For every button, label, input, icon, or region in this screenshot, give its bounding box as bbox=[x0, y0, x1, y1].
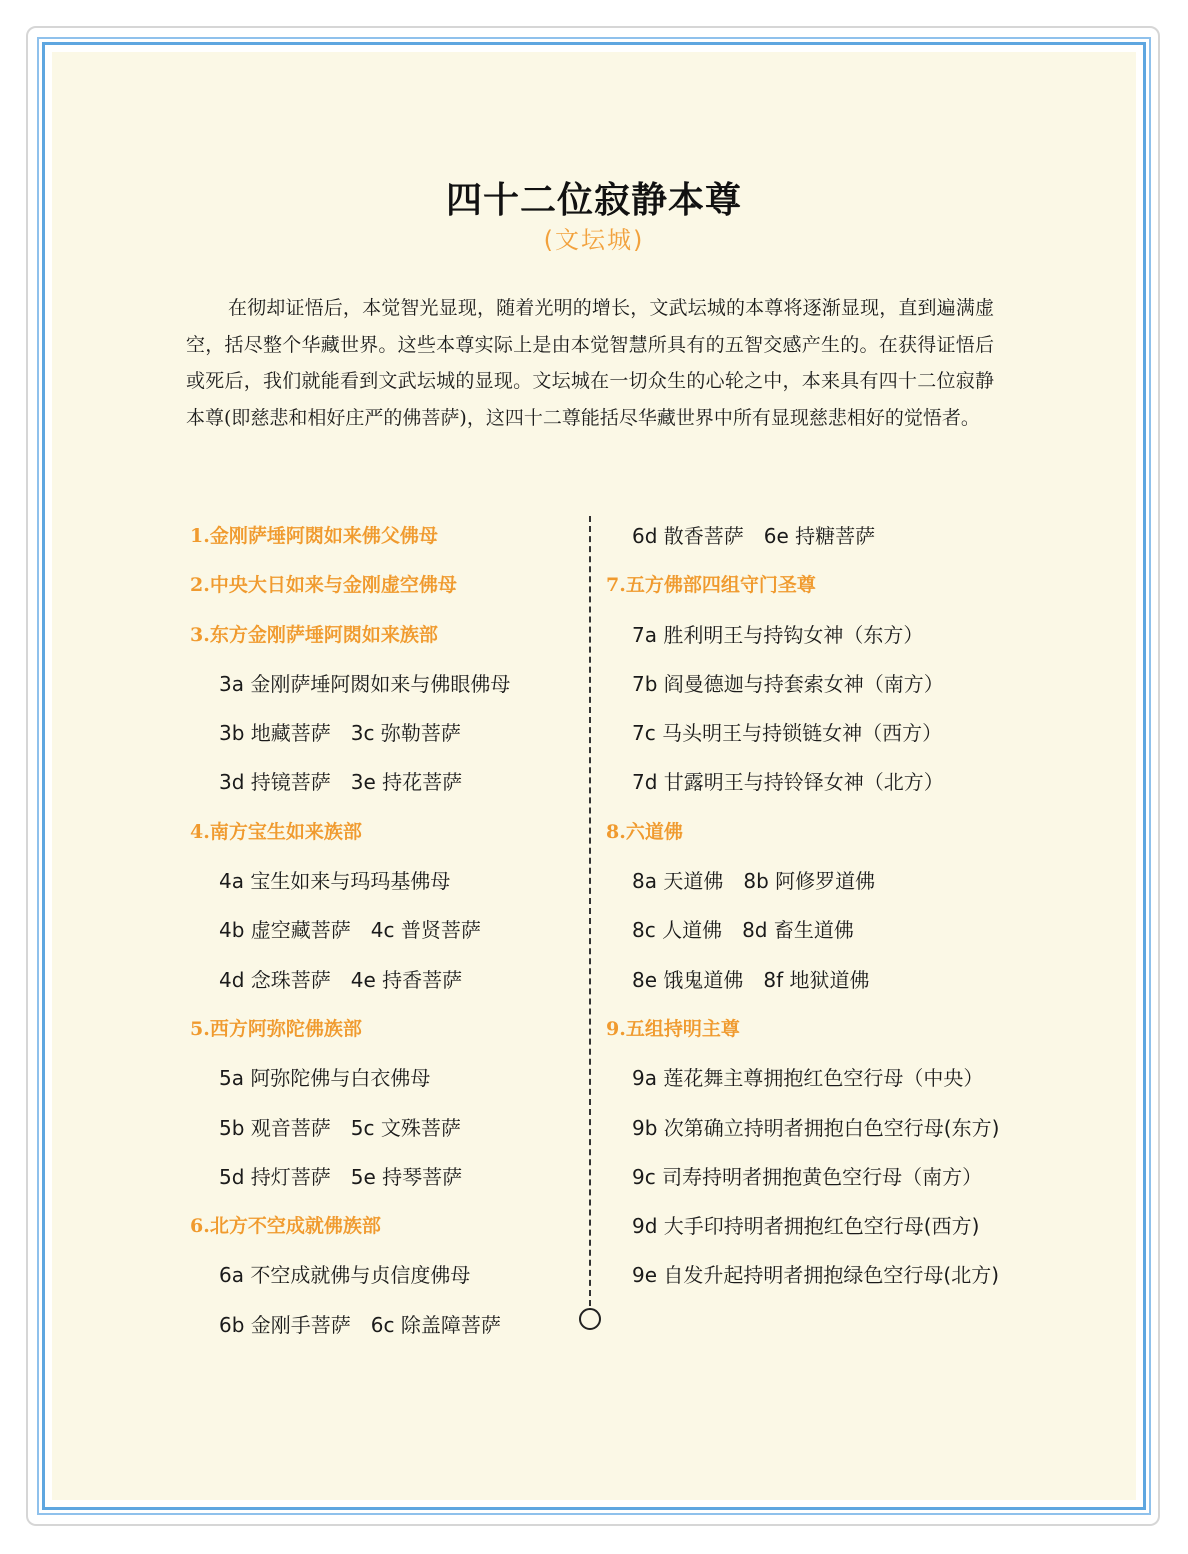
section-heading-text: 7.五方佛部四组守门圣尊 bbox=[606, 574, 816, 597]
list-item bbox=[606, 857, 1006, 906]
list-item-text: 4d 念珠菩萨 bbox=[219, 967, 331, 992]
list-item-text: 7c 马头明王与持锁链女神（西方） bbox=[632, 721, 943, 746]
list-item-text: 5c 文殊菩萨 bbox=[350, 1115, 461, 1140]
list-item-text: 8e 饿鬼道佛 bbox=[632, 967, 744, 992]
list-item bbox=[606, 758, 1006, 807]
list-item bbox=[190, 1301, 570, 1350]
section-heading bbox=[190, 808, 570, 857]
list-item-text: 8c 人道佛 bbox=[632, 918, 723, 943]
list-item bbox=[190, 1054, 570, 1103]
list-item-text: 4e 持香菩萨 bbox=[350, 967, 463, 992]
section-heading-text: 8.六道佛 bbox=[606, 820, 683, 843]
list-item bbox=[606, 1251, 1006, 1300]
list-item bbox=[190, 1251, 570, 1300]
list-item-text: 7a 胜利明王与持钩女神（东方） bbox=[632, 622, 924, 647]
section-heading-text: 5.西方阿弥陀佛族部 bbox=[190, 1017, 362, 1040]
list-item-text: 6a 不空成就佛与贞信度佛母 bbox=[219, 1263, 471, 1288]
list-item bbox=[606, 512, 1006, 561]
list-item bbox=[190, 906, 570, 955]
section-heading-text: 9.五组持明主尊 bbox=[606, 1017, 740, 1040]
list-item-text: 3c 弥勒菩萨 bbox=[350, 721, 461, 746]
list-item-text: 4a 宝生如来与玛玛基佛母 bbox=[219, 869, 451, 894]
list-item-text: 3e 持花菩萨 bbox=[350, 770, 463, 795]
list-item bbox=[190, 857, 570, 906]
list-item-text: 6c 除盖障菩萨 bbox=[370, 1312, 501, 1337]
list-item bbox=[606, 660, 1006, 709]
list-item-text: 4c 普贤菩萨 bbox=[370, 918, 481, 943]
list-item-text: 9b 次第确立持明者拥抱白色空行母(东方) bbox=[632, 1115, 1000, 1140]
list-item-text: 5e 持琴菩萨 bbox=[350, 1164, 463, 1189]
section-heading bbox=[606, 561, 1006, 610]
left-column bbox=[190, 512, 570, 1350]
list-item bbox=[606, 1054, 1006, 1103]
section-heading-text: 1.金刚萨埵阿閦如来佛父佛母 bbox=[190, 525, 438, 547]
section-heading bbox=[190, 512, 570, 561]
list-item-text: 9d 大手印持明者拥抱红色空行母(西方) bbox=[632, 1214, 980, 1239]
list-item-text: 9c 司寿持明者拥抱黄色空行母（南方） bbox=[632, 1164, 983, 1189]
section-heading-text: 6.北方不空成就佛族部 bbox=[190, 1215, 381, 1238]
section-heading bbox=[606, 1005, 1006, 1054]
section-heading-text: 2.中央大日如来与金刚虚空佛母 bbox=[190, 574, 457, 597]
section-heading bbox=[190, 561, 570, 610]
list-item-text: 5b 观音菩萨 bbox=[219, 1115, 331, 1140]
section-heading bbox=[190, 1202, 570, 1251]
list-item-text: 8f 地狱道佛 bbox=[763, 967, 870, 992]
list-item-text: 5a 阿弥陀佛与白衣佛母 bbox=[219, 1066, 431, 1091]
divider-end-circle-icon bbox=[579, 1308, 601, 1330]
section-heading bbox=[190, 1005, 570, 1054]
list-item-text: 3d 持镜菩萨 bbox=[219, 770, 331, 795]
intro-paragraph: 在彻却证悟后，本觉智光显现，随着光明的增长，文武坛城的本尊将逐渐显现，直到遍满虚空，括尽整个华藏世界。这些本尊实际上是由本觉智慧所具有的五智交感产生的。在获得证悟后或死后，我们就能看到文武坛城的显现。文坛城在一切众生的心轮之中，本来具有四十二位寂静本尊(即慈悲和相好庄严的佛菩萨)，这四十二尊能括尽华藏世界中所有显现慈悲相好的觉悟者。 bbox=[186, 297, 994, 429]
list-item-text: 4b 虚空藏菩萨 bbox=[219, 918, 351, 943]
list-item bbox=[606, 611, 1006, 660]
list-item-text: 9e 自发升起持明者拥抱绿色空行母(北方) bbox=[632, 1263, 999, 1288]
section-heading bbox=[606, 808, 1006, 857]
list-item bbox=[606, 1153, 1006, 1202]
list-item-text: 7d 甘露明王与持铃铎女神（北方） bbox=[632, 770, 944, 795]
list-item bbox=[606, 1202, 1006, 1251]
list-item bbox=[190, 709, 570, 758]
list-item-text: 3b 地藏菩萨 bbox=[219, 721, 331, 746]
list-item-text: 7b 阎曼德迦与持套索女神（南方） bbox=[632, 671, 944, 696]
list-item-text: 8b 阿修罗道佛 bbox=[743, 869, 876, 894]
page-title: 四十二位寂静本尊 bbox=[445, 180, 742, 221]
list-item-text: 8a 天道佛 bbox=[632, 869, 724, 894]
list-item bbox=[190, 1104, 570, 1153]
list-item-text: 9a 莲花舞主尊拥抱红色空行母（中央） bbox=[632, 1066, 984, 1091]
list-item-text: 3a 金刚萨埵阿閦如来与佛眼佛母 bbox=[219, 671, 511, 696]
right-column bbox=[606, 512, 1006, 1301]
list-item bbox=[606, 906, 1006, 955]
section-heading-text: 3.东方金刚萨埵阿閦如来族部 bbox=[190, 623, 438, 646]
list-item bbox=[190, 758, 570, 807]
section-heading bbox=[190, 611, 570, 660]
column-divider bbox=[589, 516, 591, 1306]
list-item-text: 6b 金刚手菩萨 bbox=[219, 1312, 351, 1337]
list-item-text: 5d 持灯菩萨 bbox=[219, 1164, 331, 1189]
list-item bbox=[190, 1153, 570, 1202]
list-item-text: 6d 散香菩萨 bbox=[632, 524, 744, 548]
page-subtitle: (文坛城) bbox=[543, 226, 645, 254]
list-item bbox=[606, 709, 1006, 758]
list-item bbox=[606, 956, 1006, 1005]
list-item bbox=[190, 660, 570, 709]
list-item-text: 8d 畜生道佛 bbox=[742, 918, 854, 943]
list-item-text: 6e 持糖菩萨 bbox=[763, 524, 876, 548]
list-item bbox=[606, 1104, 1006, 1153]
section-heading-text: 4.南方宝生如来族部 bbox=[190, 820, 362, 843]
list-item bbox=[190, 956, 570, 1005]
